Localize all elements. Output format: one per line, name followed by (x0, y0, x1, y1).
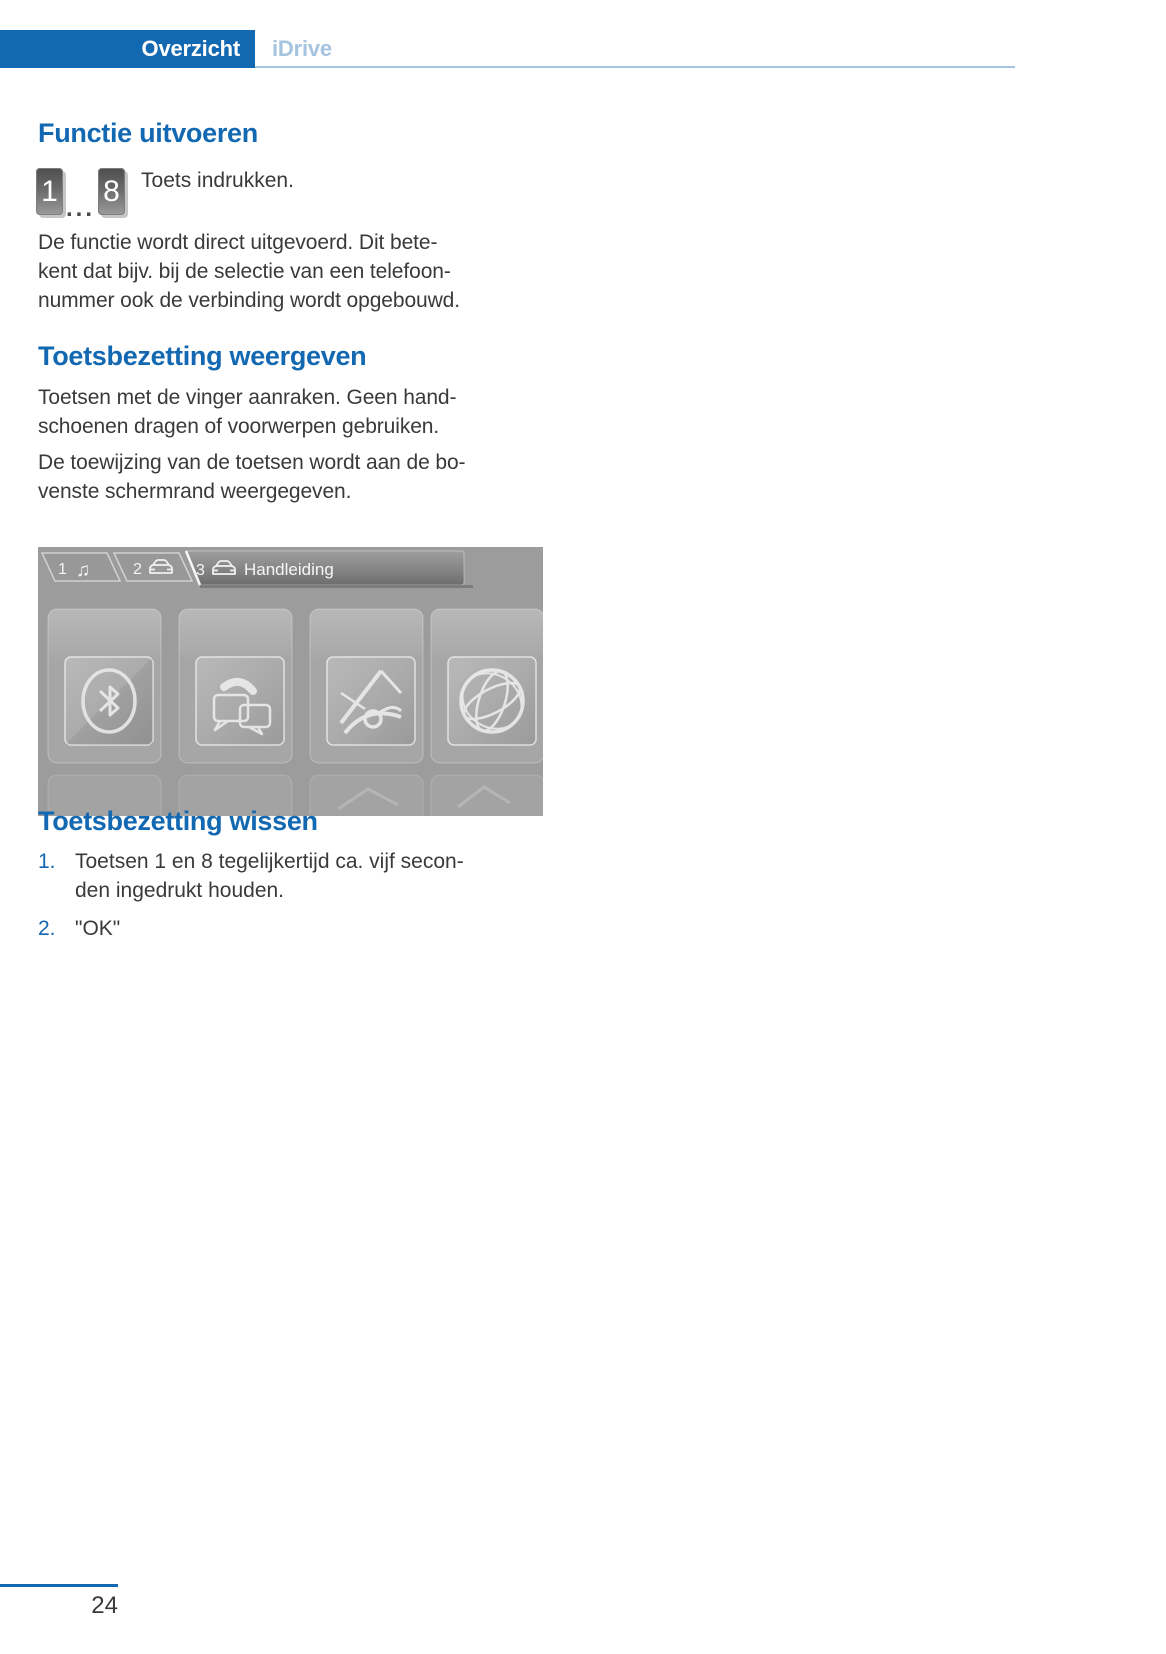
text-line: kent dat bijv. bij de selectie van een telefoon- (38, 260, 451, 283)
list-item-number: 1. (38, 850, 56, 873)
list-item-text (75, 914, 120, 943)
text-line: "OK" (75, 917, 121, 940)
paragraph-weergeven-2 (38, 448, 465, 506)
ellipsis-dots: ... (66, 195, 96, 222)
tile-globe (448, 657, 536, 745)
footer-divider (0, 1584, 118, 1587)
list-item (38, 914, 464, 943)
text-line: venste schermrand weergegeven. (38, 480, 352, 503)
paragraph-functie (38, 228, 460, 315)
wissen-steps-list (38, 847, 464, 943)
tab-1-number: 1 (58, 561, 67, 578)
tab-3-number: 3 (196, 562, 205, 579)
page-number: 24 (91, 1592, 118, 1619)
text-line: De toewijzing van de toetsen wordt aan de bo- (38, 451, 466, 474)
key-press-row (36, 168, 294, 222)
list-item (38, 847, 464, 905)
chapter-subtitle: iDrive (272, 36, 332, 61)
screen-tab-3-active (186, 551, 473, 588)
idrive-screen-image (38, 547, 543, 816)
list-item-number: 2. (38, 917, 56, 940)
text-line: Toetsen met de vinger aanraken. Geen hand- (38, 386, 457, 409)
key-8-icon: 8 (98, 168, 125, 215)
tab-2-number: 2 (133, 561, 142, 578)
text-line: De functie wordt direct uitgevoerd. Dit bete- (38, 231, 438, 254)
tab-3-label: Handleiding (244, 560, 334, 579)
text-line: schoenen dragen of voorwerpen gebruiken. (38, 415, 440, 438)
heading-functie-uitvoeren: Functie uitvoeren (38, 118, 258, 148)
paragraph-weergeven-1 (38, 383, 456, 441)
tile-map (327, 657, 415, 745)
chapter-tab-label: Overzicht (141, 36, 240, 61)
text-line: Toetsen 1 en 8 tegelijkertijd ca. vijf secon- (75, 850, 464, 873)
text-line: den ingedrukt houden. (75, 879, 285, 902)
music-note-icon: ♫ (76, 560, 91, 581)
heading-toetsbezetting-weergeven: Toetsbezetting weergeven (38, 341, 367, 371)
list-item-text (75, 847, 464, 905)
text-line: nummer ook de verbinding wordt opgebouwd. (38, 289, 460, 312)
key-instruction-text: Toets indrukken. (141, 169, 294, 192)
chapter-tab-overzicht (0, 30, 255, 68)
key-1-icon: 1 (36, 168, 63, 215)
idrive-screen-svg (38, 547, 543, 816)
header-divider (255, 66, 1015, 68)
active-tab-shadow (200, 585, 473, 588)
tile-bluetooth (65, 657, 153, 745)
screen-tab-1 (42, 553, 120, 581)
screen-tab-2 (114, 553, 192, 581)
tile-phone (196, 657, 284, 745)
heading-toetsbezetting-wissen: Toetsbezetting wissen (38, 806, 318, 836)
